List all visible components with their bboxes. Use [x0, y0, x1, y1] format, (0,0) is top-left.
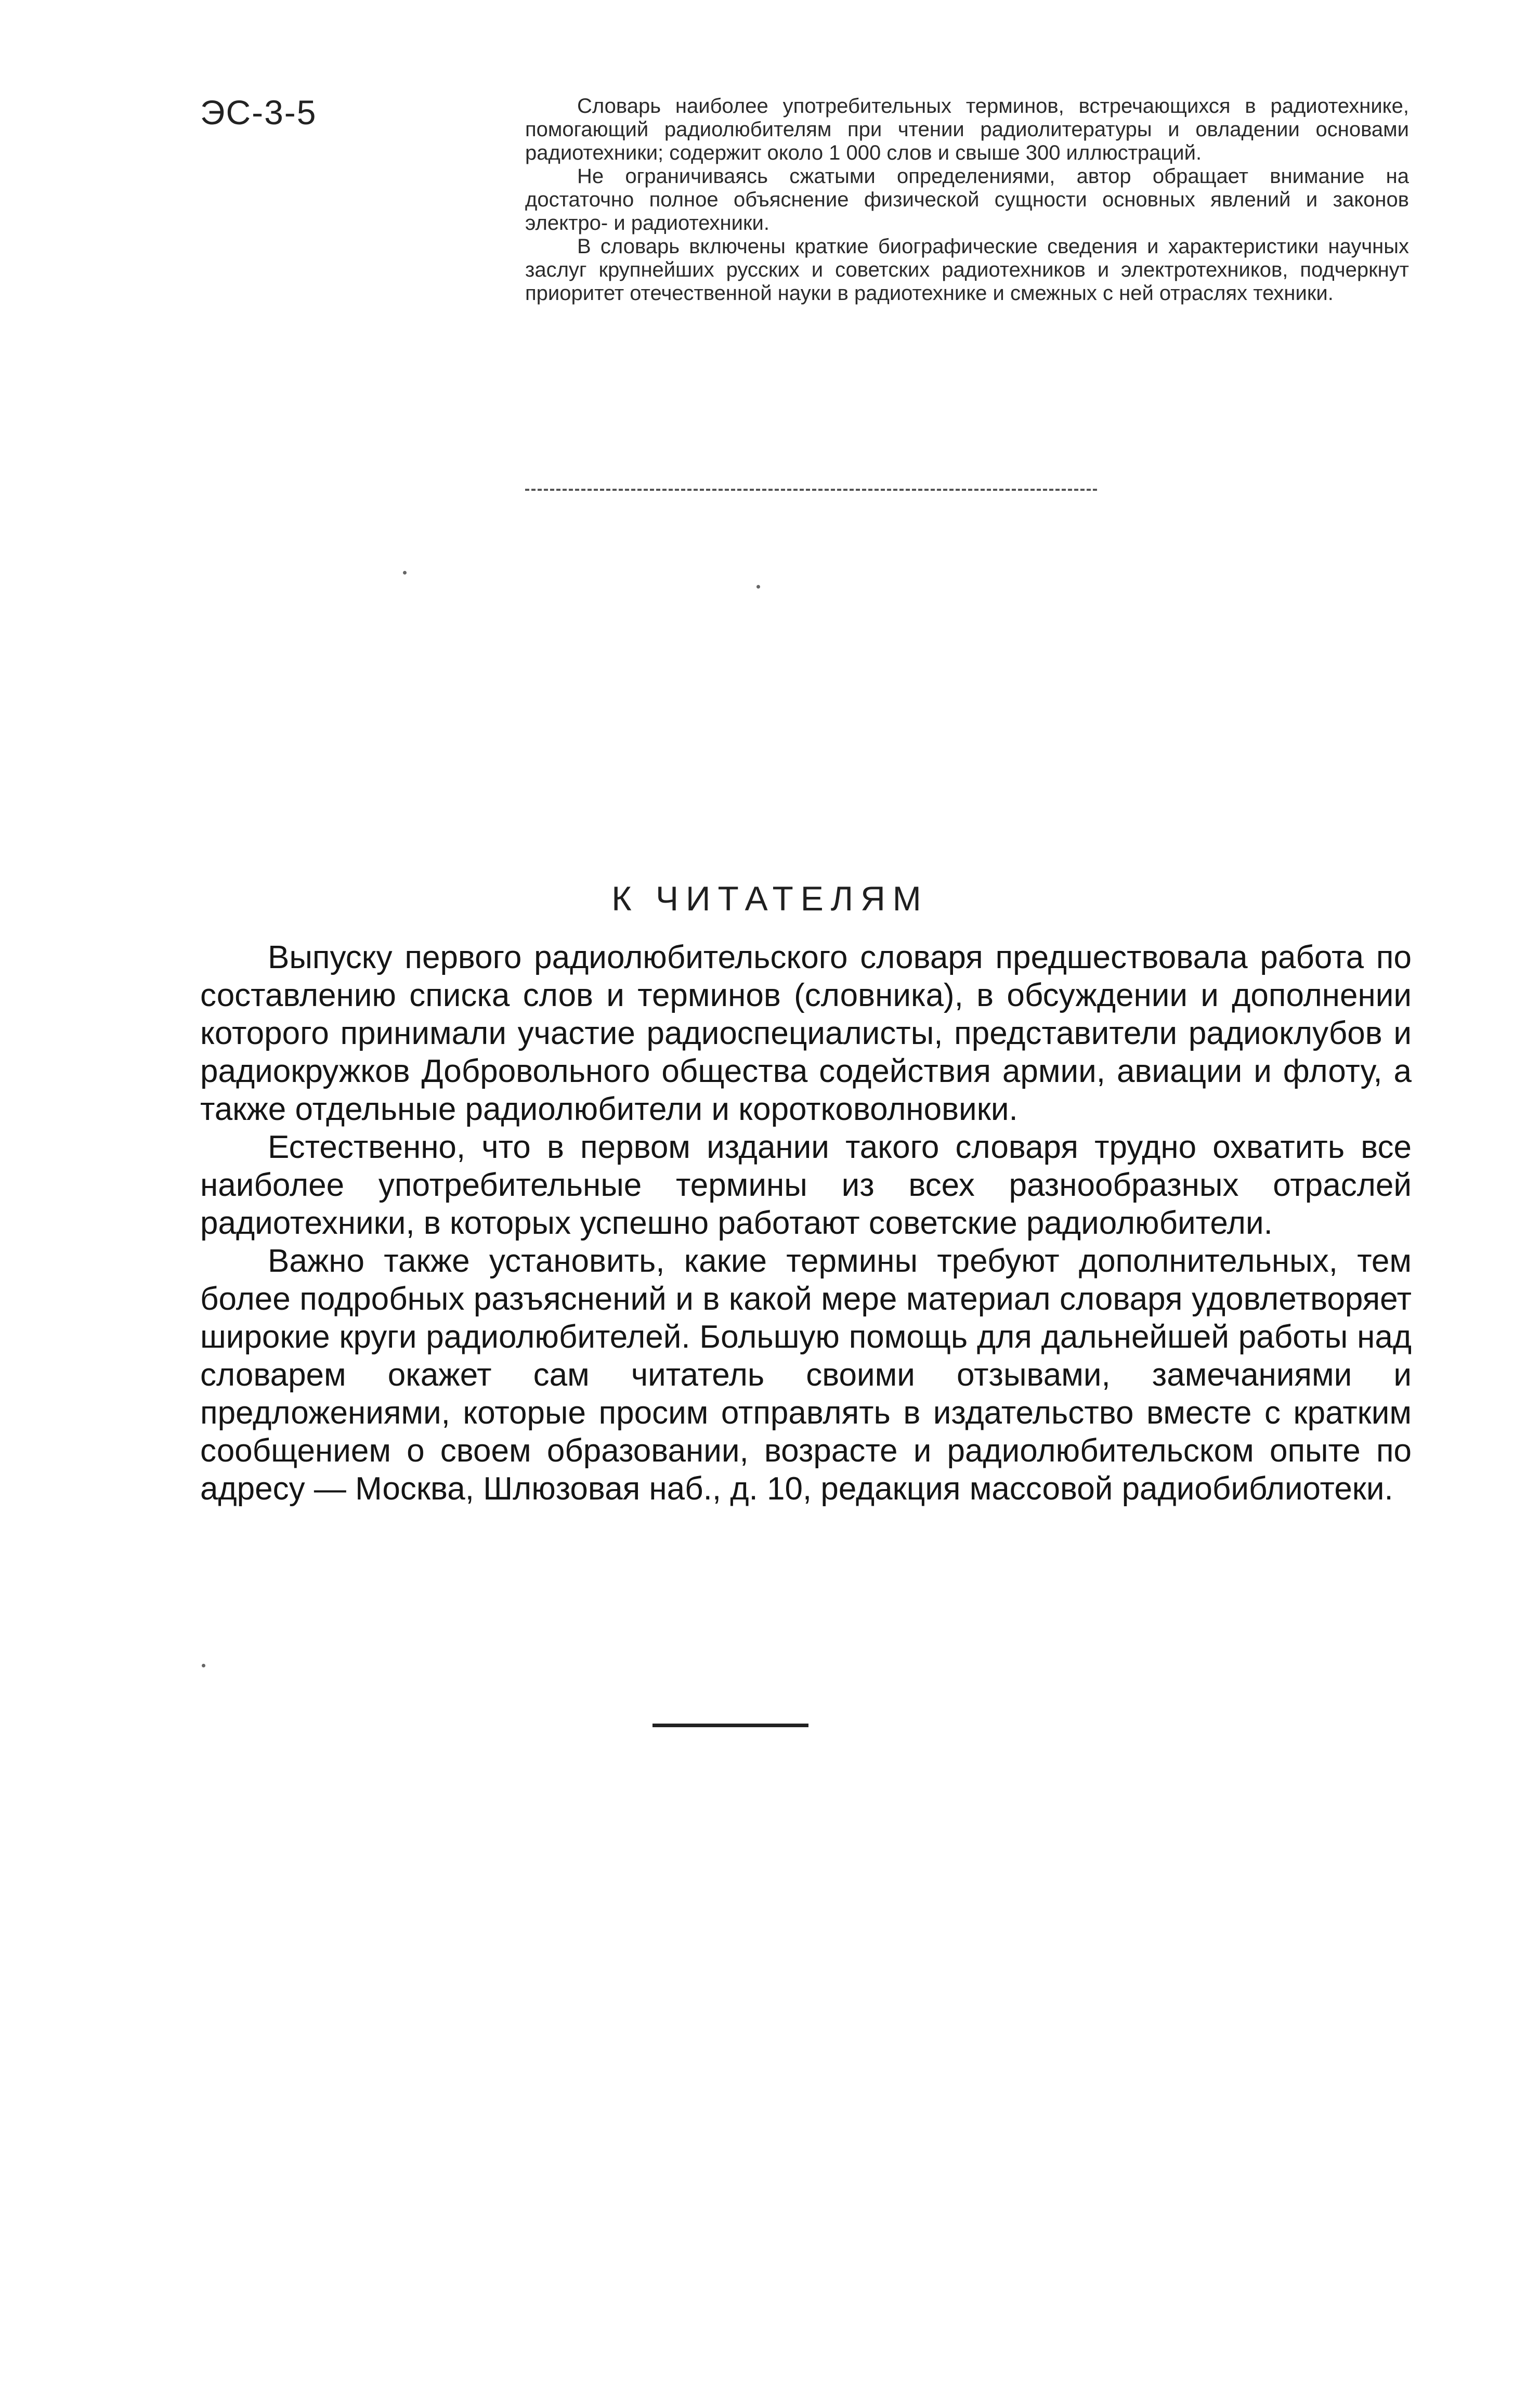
page-code: ЭС-3-5 [200, 93, 317, 132]
print-speck [403, 571, 407, 575]
body-paragraph: Выпуску первого радиолюбительского словаря предшествовала работа по составлению списка слов и терминов (словника), в обсуждении и дополнении которого принимали участие радиоспециалисты, представители радиоклубов и радиокружков Добровольного общества содействия армии, авиации и флоту, а также отдельные радиолюбители и коротковолновики. [200, 940, 1412, 1127]
annotation-paragraph: В словарь включены краткие биографические сведения и характеристики научных заслуг крупнейших русских и советских радиотехников и электротехников, подчеркнут приоритет отечественной науки в радиотехнике и смежных с ней отраслях техники. [525, 235, 1409, 305]
end-divider [652, 1724, 808, 1727]
print-speck [202, 1664, 205, 1667]
annotation [525, 95, 1409, 305]
annotation-paragraph: Не ограничиваясь сжатыми определениями, автор обращает внимание на достаточно полное объяснение физической сущности основных явлений и законов электро- и радиотехники. [525, 165, 1409, 234]
annotation-paragraph: Словарь наиболее употребительных терминов, встречающихся в радиотехнике, помогающий радиолюбителям при чтении радиолитературы и овладении основами радиотехники; содержит около 1 000 слов и свыше 300 иллюстраций. [525, 95, 1409, 164]
print-speck [756, 585, 760, 589]
body-paragraph: Важно также установить, какие термины требуют дополнительных, тем более подробных разъяснений и в какой мере материал словаря удовлетворяет широкие круги радиолюбителей. Большую помощь для дальнейшей работы над словарем окажет сам читатель своими отзывами, замечаниями и предложениями, которые просим отправлять в издательство вместе с кратким сообщением о своем образовании, возрасте и радиолюбительском опыте по адресу — Москва, Шлюзовая наб., д. 10, редакция массовой радиобиблиотеки. [200, 1243, 1412, 1507]
annotation-divider [525, 489, 1097, 491]
page-title: К ЧИТАТЕЛЯМ [611, 879, 929, 918]
body-text [200, 938, 1412, 1508]
body-paragraph: Естественно, что в первом издании такого словаря трудно охватить все наиболее употребительные термины из всех разнообразных отраслей радиотехники, в которых успешно работают советские радиолюбители. [200, 1129, 1412, 1241]
